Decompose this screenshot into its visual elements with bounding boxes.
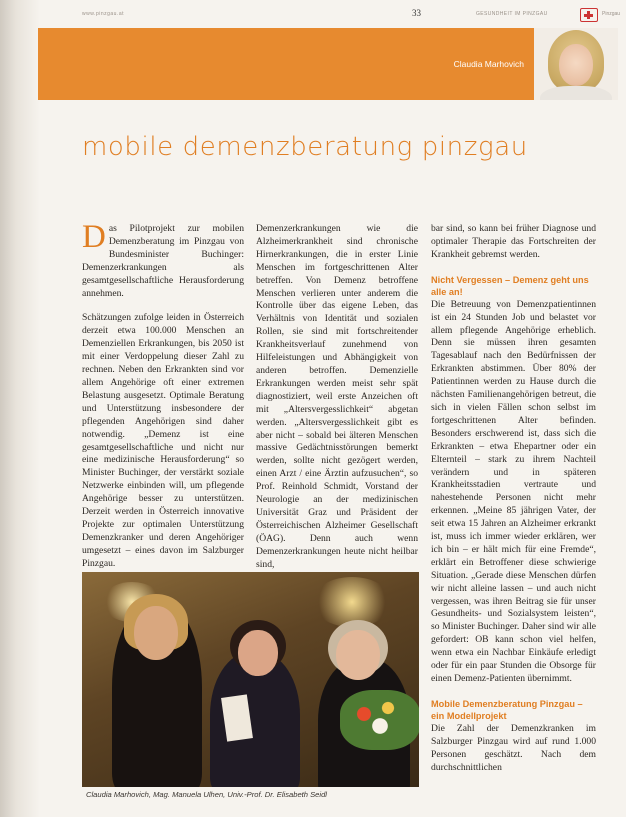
subheading: Nicht Vergessen – Demenz geht uns alle an! [431,274,589,297]
body-paragraph: Demenzerkrankungen wie die Alzheimerkrankheit sind chronische Hirnerkrankungen, die in erster Linie Menschen im fortgeschrittenen Alter betreffen. Von Demenz betroffene Menschen verlieren unter anderem die Kontrolle über das eigene Leben, das Verhältnis von Identität und sozialen Rollen, sie sind mit fortschreitender Krankheitsverlauf zunehmend von Hilfeleistungen und Abhängigkeit von anderen betroffen. Demenzielle Erkrankungen werden meist sehr spät diagnostiziert, weil erste Anzeichen oft mit „Altersvergesslichkeit“ abgetan werden. „Altersvergesslichkeit gibt es aber nicht – sobald bei älteren Menschen massive Gedächtnisstörungen bemerkt werden, sollte nicht gezögert werden, einen Arzt / eine Ärztin aufzusuchen“, so Prof. Reinhold Schmidt, Vorstand der Neurologie an der medizinischen Universität Graz und Präsident der Österreichischen Alzheimer Gesellschaft (ÖAG). Denn auch wenn Demenzerkrankungen heute nicht heilbar sind, [256,223,418,570]
author-label: Claudia Marhovich [453,59,524,69]
article-photo [82,572,419,787]
author-portrait [534,28,618,100]
page-gutter-shadow [0,0,40,817]
header-left-text: www.pinzgau.at [82,11,125,17]
body-paragraph: Die Zahl der Demenzkranken im Salzburger Pinzgau wird auf rund 1.000 Personen geschätzt. Nach dem durchschnittlichen [431,722,596,773]
text-column-3 [431,223,596,775]
text-column-2 [256,223,418,571]
body-paragraph: bar sind, so kann bei früher Diagnose und optimaler Therapie das Fortschreiten der Krankheit gebremst werden. [431,223,596,260]
flower-bouquet [340,690,419,750]
orange-header-band [38,28,534,100]
body-paragraph: Schätzungen zufolge leiden in Österreich derzeit etwa 100.000 Menschen an Demenziellen Erkrankungen, bis 2050 ist mit einer Verdoppelung dieser Zahl zu rechnen. Neben den Erkrankten sind vor allem Angehörige oft einer extremen Belastung ausgesetzt. Optimale Beratung und Unterstützung insbesondere der pflegenden Angehörigen sind daher notwendig. „Demenz ist eine gesamtgesellschaftliche und nicht nur eine medizinische Herausforderung“ so Minister Buchinger, der verstärkt soziale Netzwerke einbinden will, um pflegende Angehörige besser zu unterstützen. Derzeit werden in Österreich innovative Projekte zur optimalen Unterstützung Demenzkranker und deren Angehöriger umgesetzt – eines davon im Salzburger Pinzgau. [82,312,244,569]
page-number: 33 [412,8,421,18]
drop-cap: D [82,219,106,255]
body-paragraph: Die Betreuung von Demenzpatientinnen ist ein 24 Stunden Job und belastet vor allem pflegende Angehörige erheblich. Denn sie müssen ihren gesamten Tagesablauf nach den Bedürfnissen der Erkrankten abstimmen. Über 80% der Patientinnen werden zu Hause durch die nächsten Familienangehörigen betreut, die sich in vielen Fällen schon selbst im fortgeschrittenen Alter befinden. Besonders erschwerend ist, dass sich die Erkrankten – etwa Ehepartner oder ein Elternteil – stark zu ihrem Nachteil verändern und in späteren Krankheitsstadien vertraute und nahestehende Personen nicht mehr erkennen. „Meine 85 jährigen Vater, der seit etwa 15 Jahren an Alzheimer erkrankt ist, muss ich immer wieder erklären, wer ich bin – er hält mich für eine Fremde“, erklärt ein Betroffener diese schwierige Situation. „Gerade diese Menschen dürfen wir nicht alleine lassen – und auch nicht vergessen, was ihren Beitrag sie für unser Gesundheits- und Sozialsystem leisten“, so Minister Buchinger. Daher sind wir alle gefordert: OB kann schon viel helfen, wenn etwa ein Nachbar Einkäufe erledigt oder für ein paar Stunden die Obsorge für einen Demenz-Patienten übernimmt. [431,298,596,684]
photo-caption: Claudia Marhovich, Mag. Manuela Ulhen, Univ.-Prof. Dr. Elisabeth Seidl [86,790,327,799]
text-column-1 [82,219,244,571]
article-title: mobile demenzberatung pinzgau [82,132,528,162]
header-right-text: Pinzgau [602,11,621,17]
health-cross-icon [580,8,598,22]
lead-text: as Pilotprojekt zur mobilen Demenzberatung im Pinzgau von Bundesminister Buchinger: Demenzerkrankungen als gesamtgesellschaftliche Herausforderung annehmen. [82,223,244,299]
subheading: Mobile Demenzberatung Pinzgau – ein Modellprojekt [431,698,583,721]
running-header [38,8,621,22]
magazine-name: GESUNDHEIT IM PINZGAU [476,11,548,17]
lead-paragraph [82,219,244,300]
